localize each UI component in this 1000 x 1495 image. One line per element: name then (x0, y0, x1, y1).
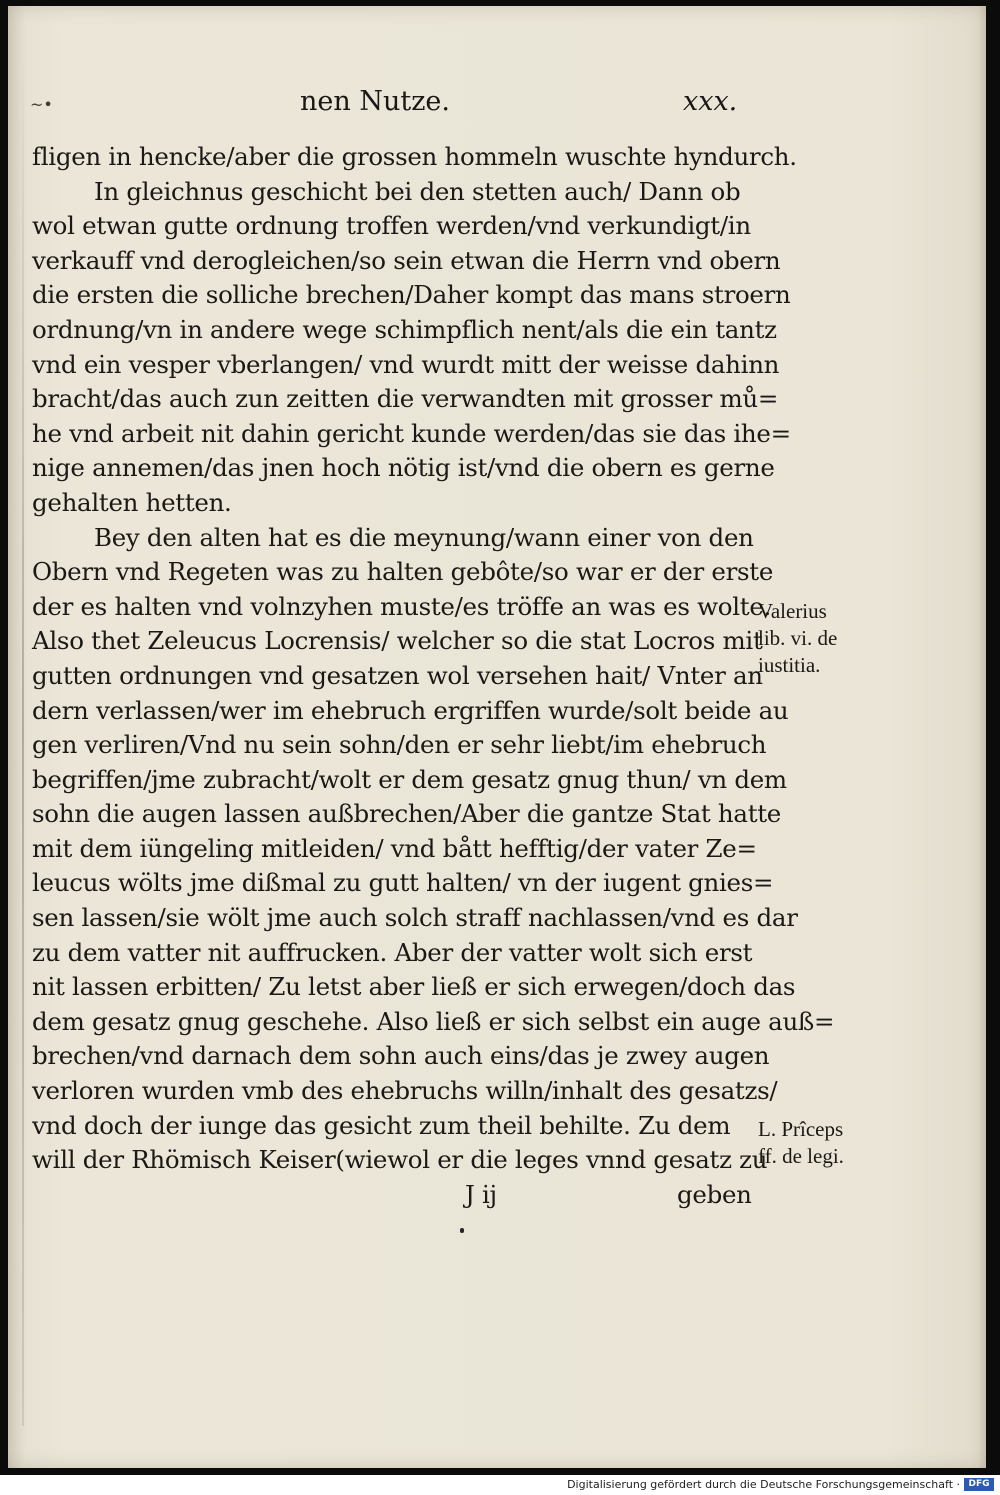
text-line: Obern vnd Regeten was zu halten gebôte/so war er der erste (32, 557, 774, 587)
folio-number: xxx. (683, 86, 738, 117)
text-line: gehalten hetten. (32, 487, 232, 517)
text-line: fligen in hencke/aber die grossen hommeln wuschte hyndurch. (32, 142, 797, 171)
text-line: ordnung/vn in andere wege schimpflich nent/als die ein tantz (32, 314, 777, 344)
text-line: die ersten die solliche brechen/Daher kompt das mans stroern (32, 280, 791, 310)
text-line: verloren wurden vmb des ehebruchs willn/inhalt des gesatzs/ (32, 1076, 778, 1106)
text-line: Bey den alten hat es die meynung/wann einer von den (94, 522, 754, 552)
margin-note-line: ff. de legi. (758, 1144, 844, 1168)
text-line: sen lassen/sie wölt jme auch solch straff nachlassen/vnd es dar (32, 903, 798, 933)
text-line: gen verliren/Vnd nu sein sohn/den er sehr liebt/im ehebruch (32, 730, 767, 760)
funding-notice: Digitalisierung gefördert durch die Deutsche Forschungsgemeinschaft · (567, 1478, 960, 1491)
margin-note-line: iustitia. (758, 653, 821, 677)
margin-note-valerius (758, 598, 837, 679)
footer-bar (0, 1475, 1000, 1495)
text-line: he vnd arbeit nit dahin gericht kunde werden/das sie das ihe= (32, 418, 791, 448)
text-line: verkauff vnd derogleichen/so sein etwan die Herrn vnd obern (32, 245, 781, 275)
margin-note-line: L. Prîceps (758, 1117, 844, 1141)
text-line: begriffen/jme zubracht/wolt er dem gesatz gnug thun/ vn dem (32, 764, 787, 794)
margin-note-lprinceps (758, 1116, 844, 1170)
text-line: mit dem iüngeling mitleiden/ vnd bått hefftig/der vater Ze= (32, 833, 757, 863)
text-line: sohn die augen lassen außbrechen/Aber die gantze Stat hatte (32, 799, 781, 829)
signature-line (32, 1178, 752, 1213)
text-line: brechen/vnd darnach dem sohn auch eins/das je zwey augen (32, 1041, 770, 1071)
header-mark: ~• (30, 95, 53, 114)
text-line: leucus wölts jme dißmal zu gutt halten/ vn der iugent gnies= (32, 868, 774, 898)
text-line: Also thet Zeleucus Locrensis/ welcher so die stat Locros mit (32, 626, 763, 656)
text-line: gutten ordnungen vnd gesatzen wol versehen hait/ Vnter an (32, 660, 763, 690)
text-line: zu dem vatter nit auffrucken. Aber der vatter wolt sich erst (32, 937, 753, 967)
dfg-logo[interactable]: DFG (964, 1478, 994, 1491)
gutter-shadow (22, 46, 24, 1426)
text-line: nit lassen erbitten/ Zu letst aber ließ er sich erwegen/doch das (32, 972, 796, 1002)
text-line: vnd ein vesper vberlangen/ vnd wurdt mitt der weisse dahinn (32, 349, 780, 379)
text-line: dem gesatz gnug geschehe. Also ließ er sich selbst ein auge auß= (32, 1006, 835, 1036)
text-line: dern verlassen/wer im ehebruch ergriffen wurde/solt beide au (32, 695, 789, 725)
text-line: In gleichnus geschicht bei den stetten auch/ Dann ob (94, 176, 741, 206)
margin-note-line: lib. vi. de (758, 626, 838, 650)
ink-dot (460, 1228, 464, 1233)
text-line: vnd doch der iunge das gesicht zum theil behilte. Zu dem (32, 1110, 731, 1140)
margin-note-line: Valerius (758, 599, 827, 623)
text-line: wol etwan gutte ordnung troffen werden/vnd verkundigt/in (32, 211, 751, 241)
signature-mark: J ij (465, 1179, 497, 1209)
catchword: geben (677, 1179, 752, 1209)
text-line: bracht/das auch zun zeitten die verwandten mit grosser mů= (32, 384, 779, 414)
running-title: nen Nutze. (300, 86, 450, 117)
text-line: nige annemen/das jnen hoch nötig ist/vnd die obern es gerne (32, 453, 775, 483)
text-line: der es halten vnd volnzyhen muste/es tröffe an was es wolte. (32, 591, 772, 621)
text-line: will der Rhömisch Keiser(wiewol er die leges vnnd gesatz zu (32, 1145, 768, 1175)
